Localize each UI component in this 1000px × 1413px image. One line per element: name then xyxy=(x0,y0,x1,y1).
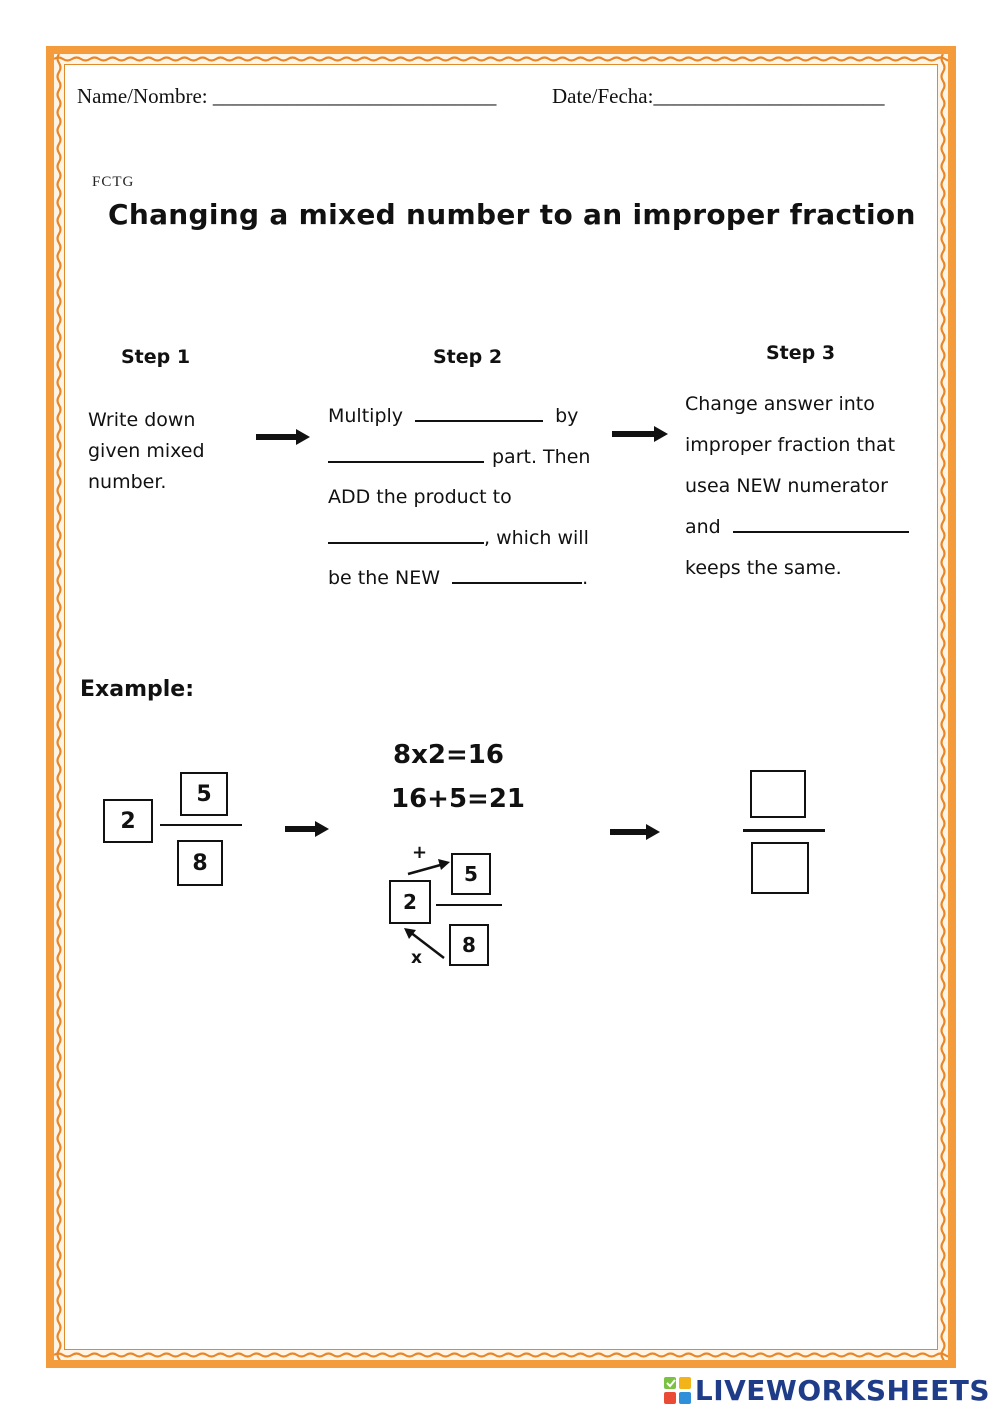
step2-line xyxy=(328,558,590,599)
date-field[interactable]: Date/Fecha:______________________ xyxy=(552,84,885,108)
step2-blank-1[interactable] xyxy=(415,402,543,422)
step3-blank[interactable] xyxy=(733,513,909,533)
step2-line xyxy=(328,518,590,559)
step1-text xyxy=(88,405,205,498)
step3-line: Change answer into xyxy=(685,393,875,415)
fraction-bar xyxy=(160,824,242,826)
plus-sign: + xyxy=(412,842,428,863)
diagram-fraction-bar xyxy=(436,904,502,906)
arrow-up-left-icon xyxy=(400,926,450,962)
arrow-right-icon xyxy=(612,424,668,444)
times-sign: x xyxy=(411,948,422,968)
step2-blank-4[interactable] xyxy=(452,564,582,584)
answer-fraction-bar xyxy=(743,829,825,832)
step3-text xyxy=(685,384,909,589)
step2-heading: Step 2 xyxy=(433,346,503,368)
brand-logo xyxy=(663,1374,990,1407)
step1-line: number. xyxy=(88,471,167,493)
diagram-whole-box: 2 xyxy=(389,880,431,924)
step1-heading: Step 1 xyxy=(121,346,191,368)
arrow-right-icon xyxy=(285,820,329,838)
step2-word: Multiply xyxy=(328,405,404,427)
worksheet-code: FCTG xyxy=(92,174,135,190)
numerator-box: 5 xyxy=(180,772,228,816)
arrow-right-icon xyxy=(256,427,310,447)
step3-line: usea NEW numerator xyxy=(685,475,888,497)
diagram-numerator-box: 5 xyxy=(451,853,491,895)
step1-line: Write down xyxy=(88,409,196,431)
step2-word: part. Then xyxy=(492,445,591,468)
answer-numerator-input[interactable] xyxy=(750,770,806,818)
calc-multiply: 8x2=16 xyxy=(393,740,504,770)
step2-blank-3[interactable] xyxy=(328,524,484,544)
answer-denominator-input[interactable] xyxy=(751,842,809,894)
step2-word: , which will xyxy=(484,526,589,549)
diagram-denominator-box: 8 xyxy=(449,924,489,966)
step1-line: given mixed xyxy=(88,440,205,462)
step2-text xyxy=(328,396,590,599)
liveworksheets-logo-icon xyxy=(663,1376,693,1406)
step2-word: be the NEW xyxy=(328,567,441,589)
whole-number-box: 2 xyxy=(103,799,153,843)
calc-add: 16+5=21 xyxy=(391,784,526,814)
arrow-right-icon xyxy=(610,823,660,841)
step3-line xyxy=(685,507,909,548)
step2-line: ADD the product to xyxy=(328,486,512,508)
step3-heading: Step 3 xyxy=(766,342,836,364)
brand-text: LIVEWORKSHEETS xyxy=(694,1374,990,1407)
page-title: Changing a mixed number to an improper fraction xyxy=(108,198,916,231)
step2-word: by xyxy=(555,405,579,427)
step2-line xyxy=(328,437,590,478)
step2-word: . xyxy=(582,567,589,589)
step2-line xyxy=(328,396,590,437)
denominator-box: 8 xyxy=(177,840,223,886)
step3-line: improper fraction that xyxy=(685,434,896,456)
arrow-up-right-icon xyxy=(404,856,454,878)
step2-blank-2[interactable] xyxy=(328,443,484,463)
name-field[interactable]: Name/Nombre: ___________________________ xyxy=(77,84,497,108)
step3-line: keeps the same. xyxy=(685,557,842,579)
example-label: Example: xyxy=(80,677,194,702)
step3-word: and xyxy=(685,516,721,538)
worksheet-area xyxy=(64,64,938,1350)
